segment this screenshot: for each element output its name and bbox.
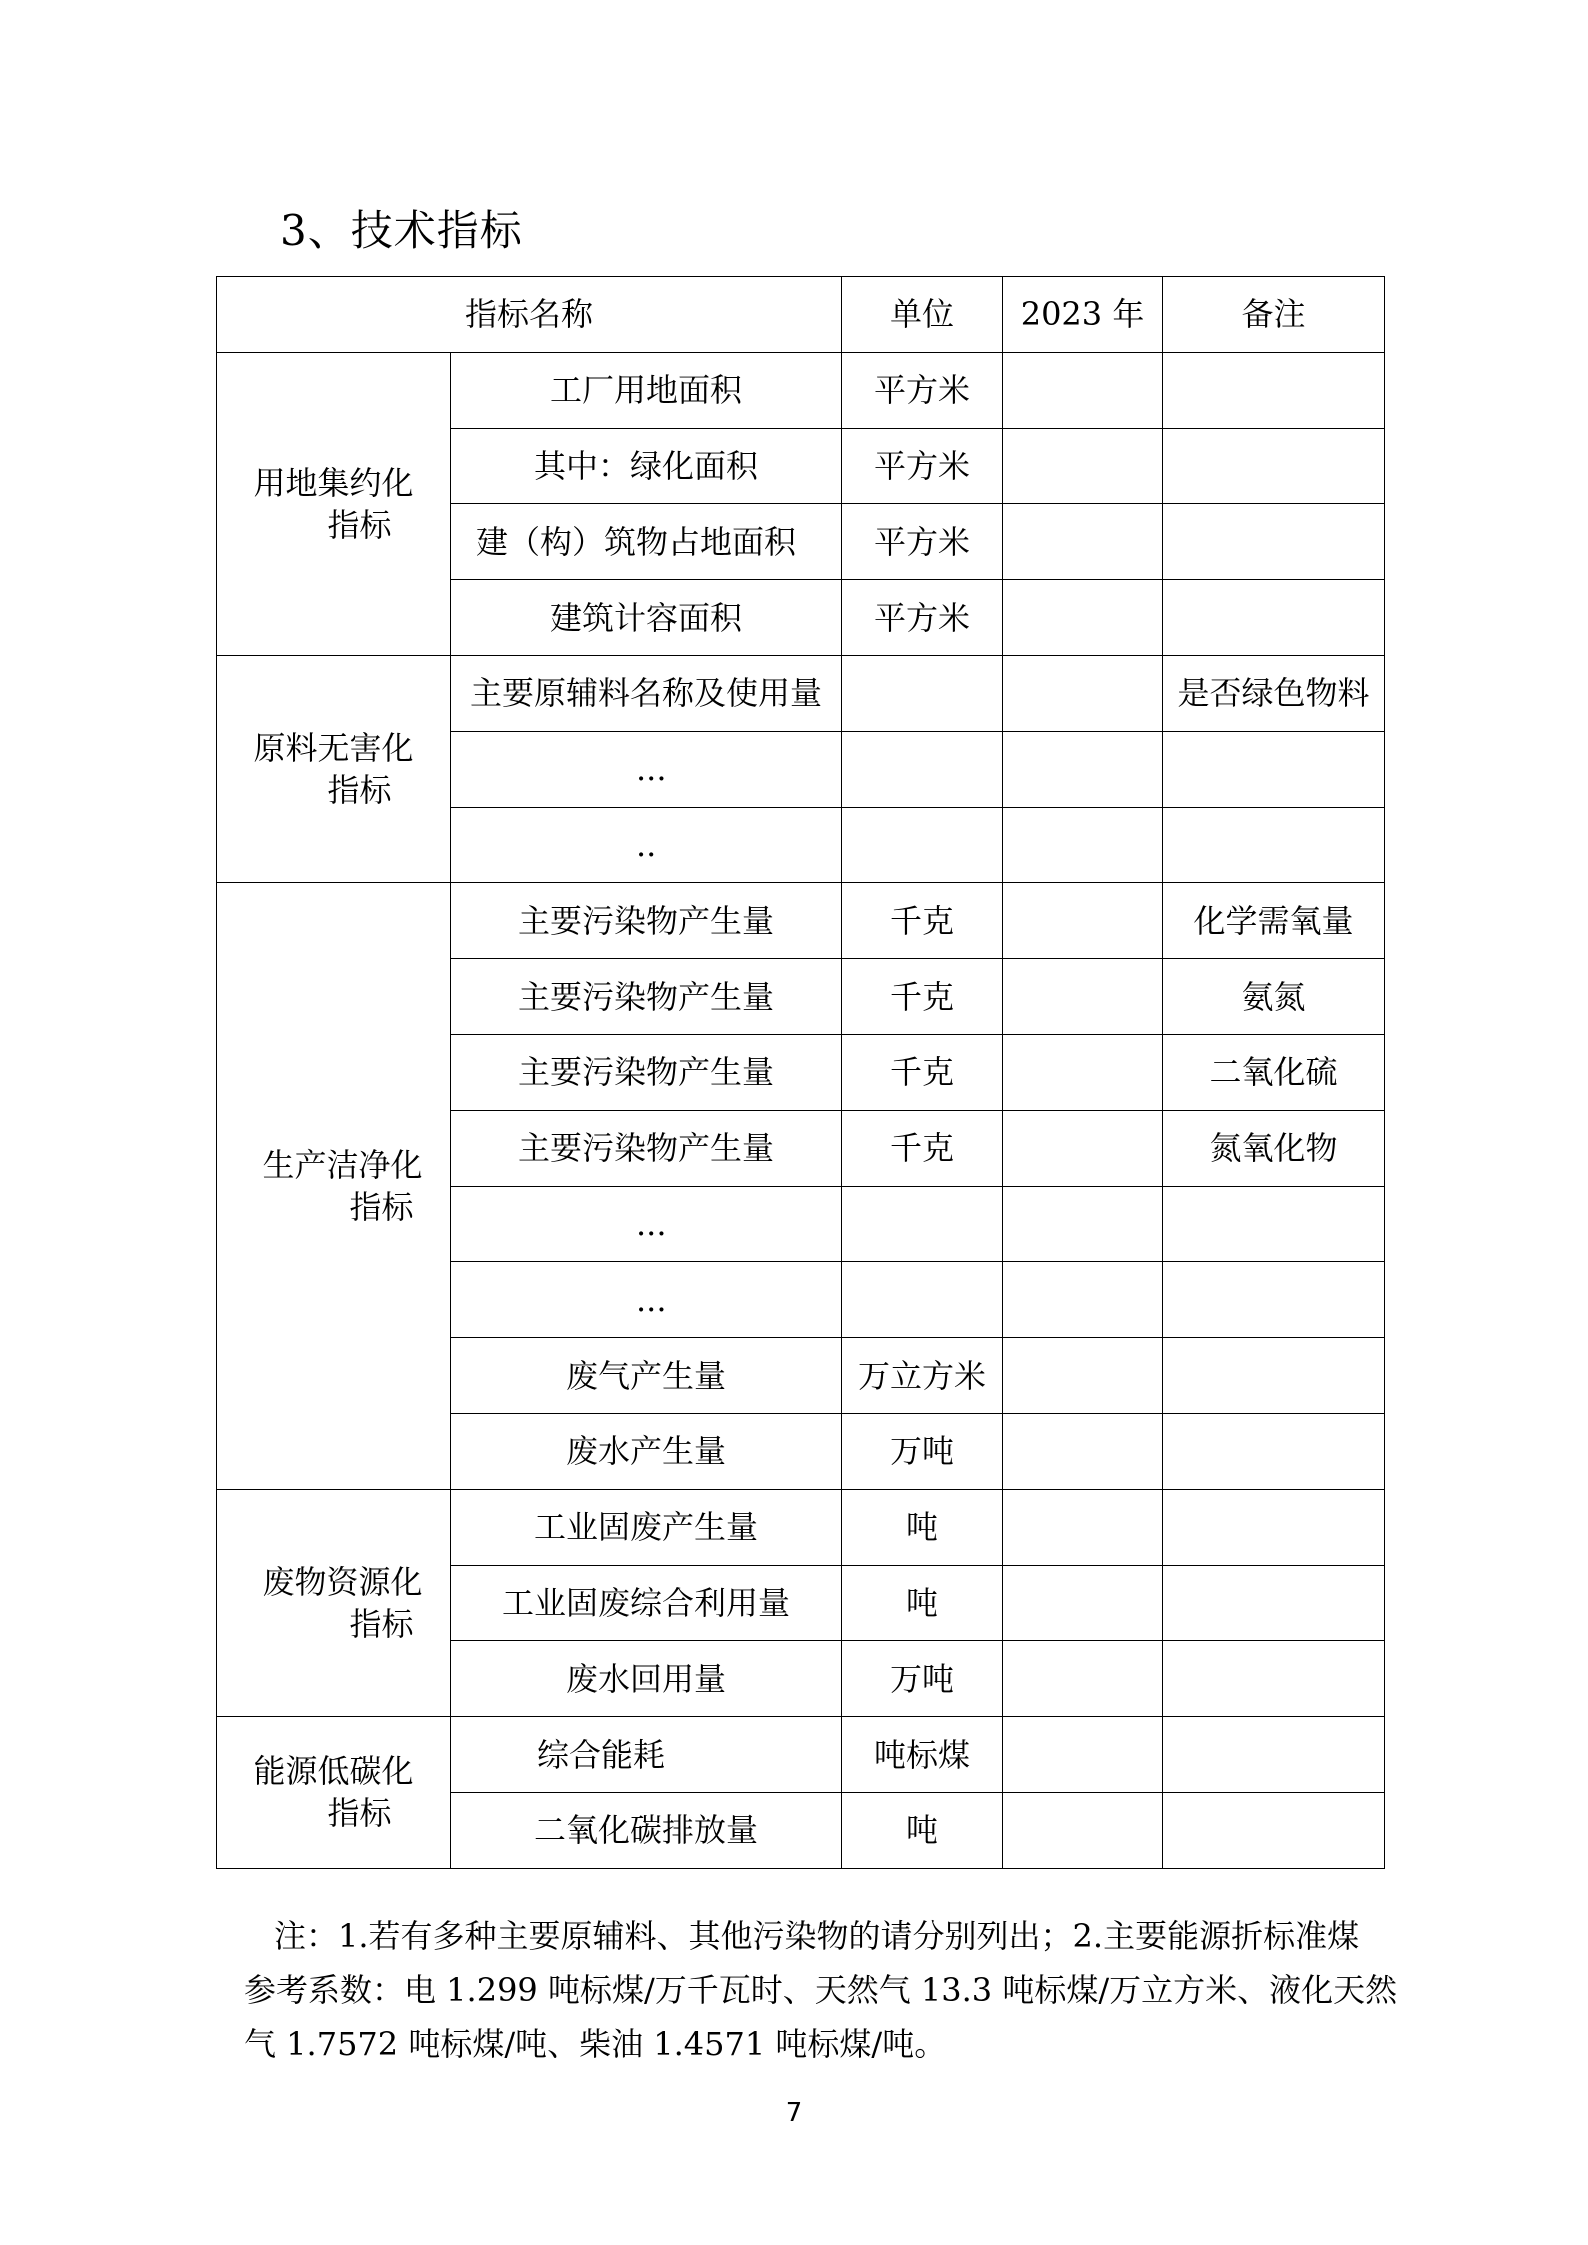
row-year-value[interactable] — [1003, 1717, 1163, 1793]
row-year-value[interactable] — [1003, 352, 1163, 428]
row-note[interactable] — [1163, 428, 1385, 504]
row-note[interactable] — [1163, 1717, 1385, 1793]
row-unit: 吨 — [842, 1489, 1003, 1565]
row-year-value[interactable] — [1003, 580, 1163, 656]
row-unit: 平方米 — [842, 352, 1003, 428]
footnote-line: 注：1.若有多种主要原辅料、其他污染物的请分别列出；2.主要能源折标准煤 — [274, 1917, 1360, 1955]
row-unit: 吨 — [842, 1792, 1003, 1868]
page-number: 7 — [785, 2098, 803, 2128]
row-year-value[interactable] — [1003, 1110, 1163, 1186]
row-unit: 千克 — [842, 1110, 1003, 1186]
row-name: 主要污染物产生量 — [451, 1034, 842, 1110]
section-heading: 3、技术指标 — [280, 206, 523, 255]
row-name: 二氧化碳排放量 — [451, 1792, 842, 1868]
category-production-clean: 生产洁净化 指标 — [217, 883, 451, 1489]
header-year: 2023 年 — [1003, 277, 1163, 353]
row-note: 化学需氧量 — [1163, 883, 1385, 959]
header-note: 备注 — [1163, 277, 1385, 353]
row-year-value[interactable] — [1003, 1792, 1163, 1868]
row-note[interactable] — [1163, 807, 1385, 883]
row-unit: 平方米 — [842, 580, 1003, 656]
row-year-value[interactable] — [1003, 504, 1163, 580]
row-note[interactable] — [1163, 731, 1385, 807]
row-note[interactable] — [1163, 1413, 1385, 1489]
row-note[interactable] — [1163, 1338, 1385, 1414]
row-name: 综合能耗 — [451, 1717, 842, 1793]
category-energy-low-carbon: 能源低碳化 指标 — [217, 1717, 451, 1869]
row-note: 二氧化硫 — [1163, 1034, 1385, 1110]
row-unit: 万吨 — [842, 1413, 1003, 1489]
row-year-value[interactable] — [1003, 1262, 1163, 1338]
row-note[interactable] — [1163, 1565, 1385, 1641]
table-row — [217, 352, 1385, 428]
row-note[interactable] — [1163, 580, 1385, 656]
row-unit: 千克 — [842, 959, 1003, 1035]
header-indicator-name: 指标名称 — [217, 277, 842, 353]
row-note[interactable] — [1163, 1262, 1385, 1338]
row-unit: 万吨 — [842, 1641, 1003, 1717]
row-note[interactable] — [1163, 504, 1385, 580]
row-note[interactable] — [1163, 1186, 1385, 1262]
row-name: .. — [451, 807, 842, 883]
row-year-value[interactable] — [1003, 1338, 1163, 1414]
category-land-intensive: 用地集约化 指标 — [217, 352, 451, 655]
row-unit: 平方米 — [842, 504, 1003, 580]
row-unit[interactable] — [842, 1186, 1003, 1262]
footnote-line: 气 1.7572 吨标煤/吨、柴油 1.4571 吨标煤/吨。 — [244, 2025, 947, 2063]
row-name: 主要原辅料名称及使用量 — [451, 655, 842, 731]
row-unit: 万立方米 — [842, 1338, 1003, 1414]
row-name: 主要污染物产生量 — [451, 959, 842, 1035]
row-name: 主要污染物产生量 — [451, 883, 842, 959]
category-material-harmless: 原料无害化 指标 — [217, 655, 451, 882]
row-name: ... — [451, 1186, 842, 1262]
footnote-line: 参考系数：电 1.299 吨标煤/万千瓦时、天然气 13.3 吨标煤/万立方米、液化天然 — [244, 1971, 1398, 2009]
row-name: 废气产生量 — [451, 1338, 842, 1414]
table-row — [217, 655, 1385, 731]
row-year-value[interactable] — [1003, 731, 1163, 807]
row-name: 建（构）筑物占地面积 — [451, 504, 842, 580]
row-unit: 吨 — [842, 1565, 1003, 1641]
row-year-value[interactable] — [1003, 428, 1163, 504]
row-note: 是否绿色物料 — [1163, 655, 1385, 731]
row-unit: 平方米 — [842, 428, 1003, 504]
table-row — [217, 1489, 1385, 1565]
row-name: 建筑计容面积 — [451, 580, 842, 656]
row-unit: 吨标煤 — [842, 1717, 1003, 1793]
row-name: 其中：绿化面积 — [451, 428, 842, 504]
row-name: ... — [451, 731, 842, 807]
row-unit[interactable] — [842, 1262, 1003, 1338]
row-note[interactable] — [1163, 352, 1385, 428]
row-year-value[interactable] — [1003, 883, 1163, 959]
row-year-value[interactable] — [1003, 1186, 1163, 1262]
category-waste-resource: 废物资源化 指标 — [217, 1489, 451, 1716]
row-year-value[interactable] — [1003, 807, 1163, 883]
row-year-value[interactable] — [1003, 1489, 1163, 1565]
row-unit[interactable] — [842, 807, 1003, 883]
table-row — [217, 1717, 1385, 1793]
row-note: 氮氧化物 — [1163, 1110, 1385, 1186]
row-unit: 千克 — [842, 883, 1003, 959]
row-year-value[interactable] — [1003, 1565, 1163, 1641]
footnote — [244, 1909, 1398, 2071]
row-name: 废水回用量 — [451, 1641, 842, 1717]
table-row — [217, 883, 1385, 959]
row-name: 工厂用地面积 — [451, 352, 842, 428]
row-name: 废水产生量 — [451, 1413, 842, 1489]
header-unit: 单位 — [842, 277, 1003, 353]
row-unit[interactable] — [842, 731, 1003, 807]
row-year-value[interactable] — [1003, 959, 1163, 1035]
row-name: 主要污染物产生量 — [451, 1110, 842, 1186]
row-note[interactable] — [1163, 1641, 1385, 1717]
row-note: 氨氮 — [1163, 959, 1385, 1035]
row-name: 工业固废综合利用量 — [451, 1565, 842, 1641]
row-name: 工业固废产生量 — [451, 1489, 842, 1565]
row-year-value[interactable] — [1003, 1641, 1163, 1717]
technical-indicators-table — [216, 276, 1385, 1869]
table-header-row — [217, 277, 1385, 353]
row-note[interactable] — [1163, 1792, 1385, 1868]
row-year-value[interactable] — [1003, 655, 1163, 731]
row-name: ... — [451, 1262, 842, 1338]
row-year-value[interactable] — [1003, 1413, 1163, 1489]
row-note[interactable] — [1163, 1489, 1385, 1565]
row-unit: 千克 — [842, 1034, 1003, 1110]
row-year-value[interactable] — [1003, 1034, 1163, 1110]
row-unit[interactable] — [842, 655, 1003, 731]
